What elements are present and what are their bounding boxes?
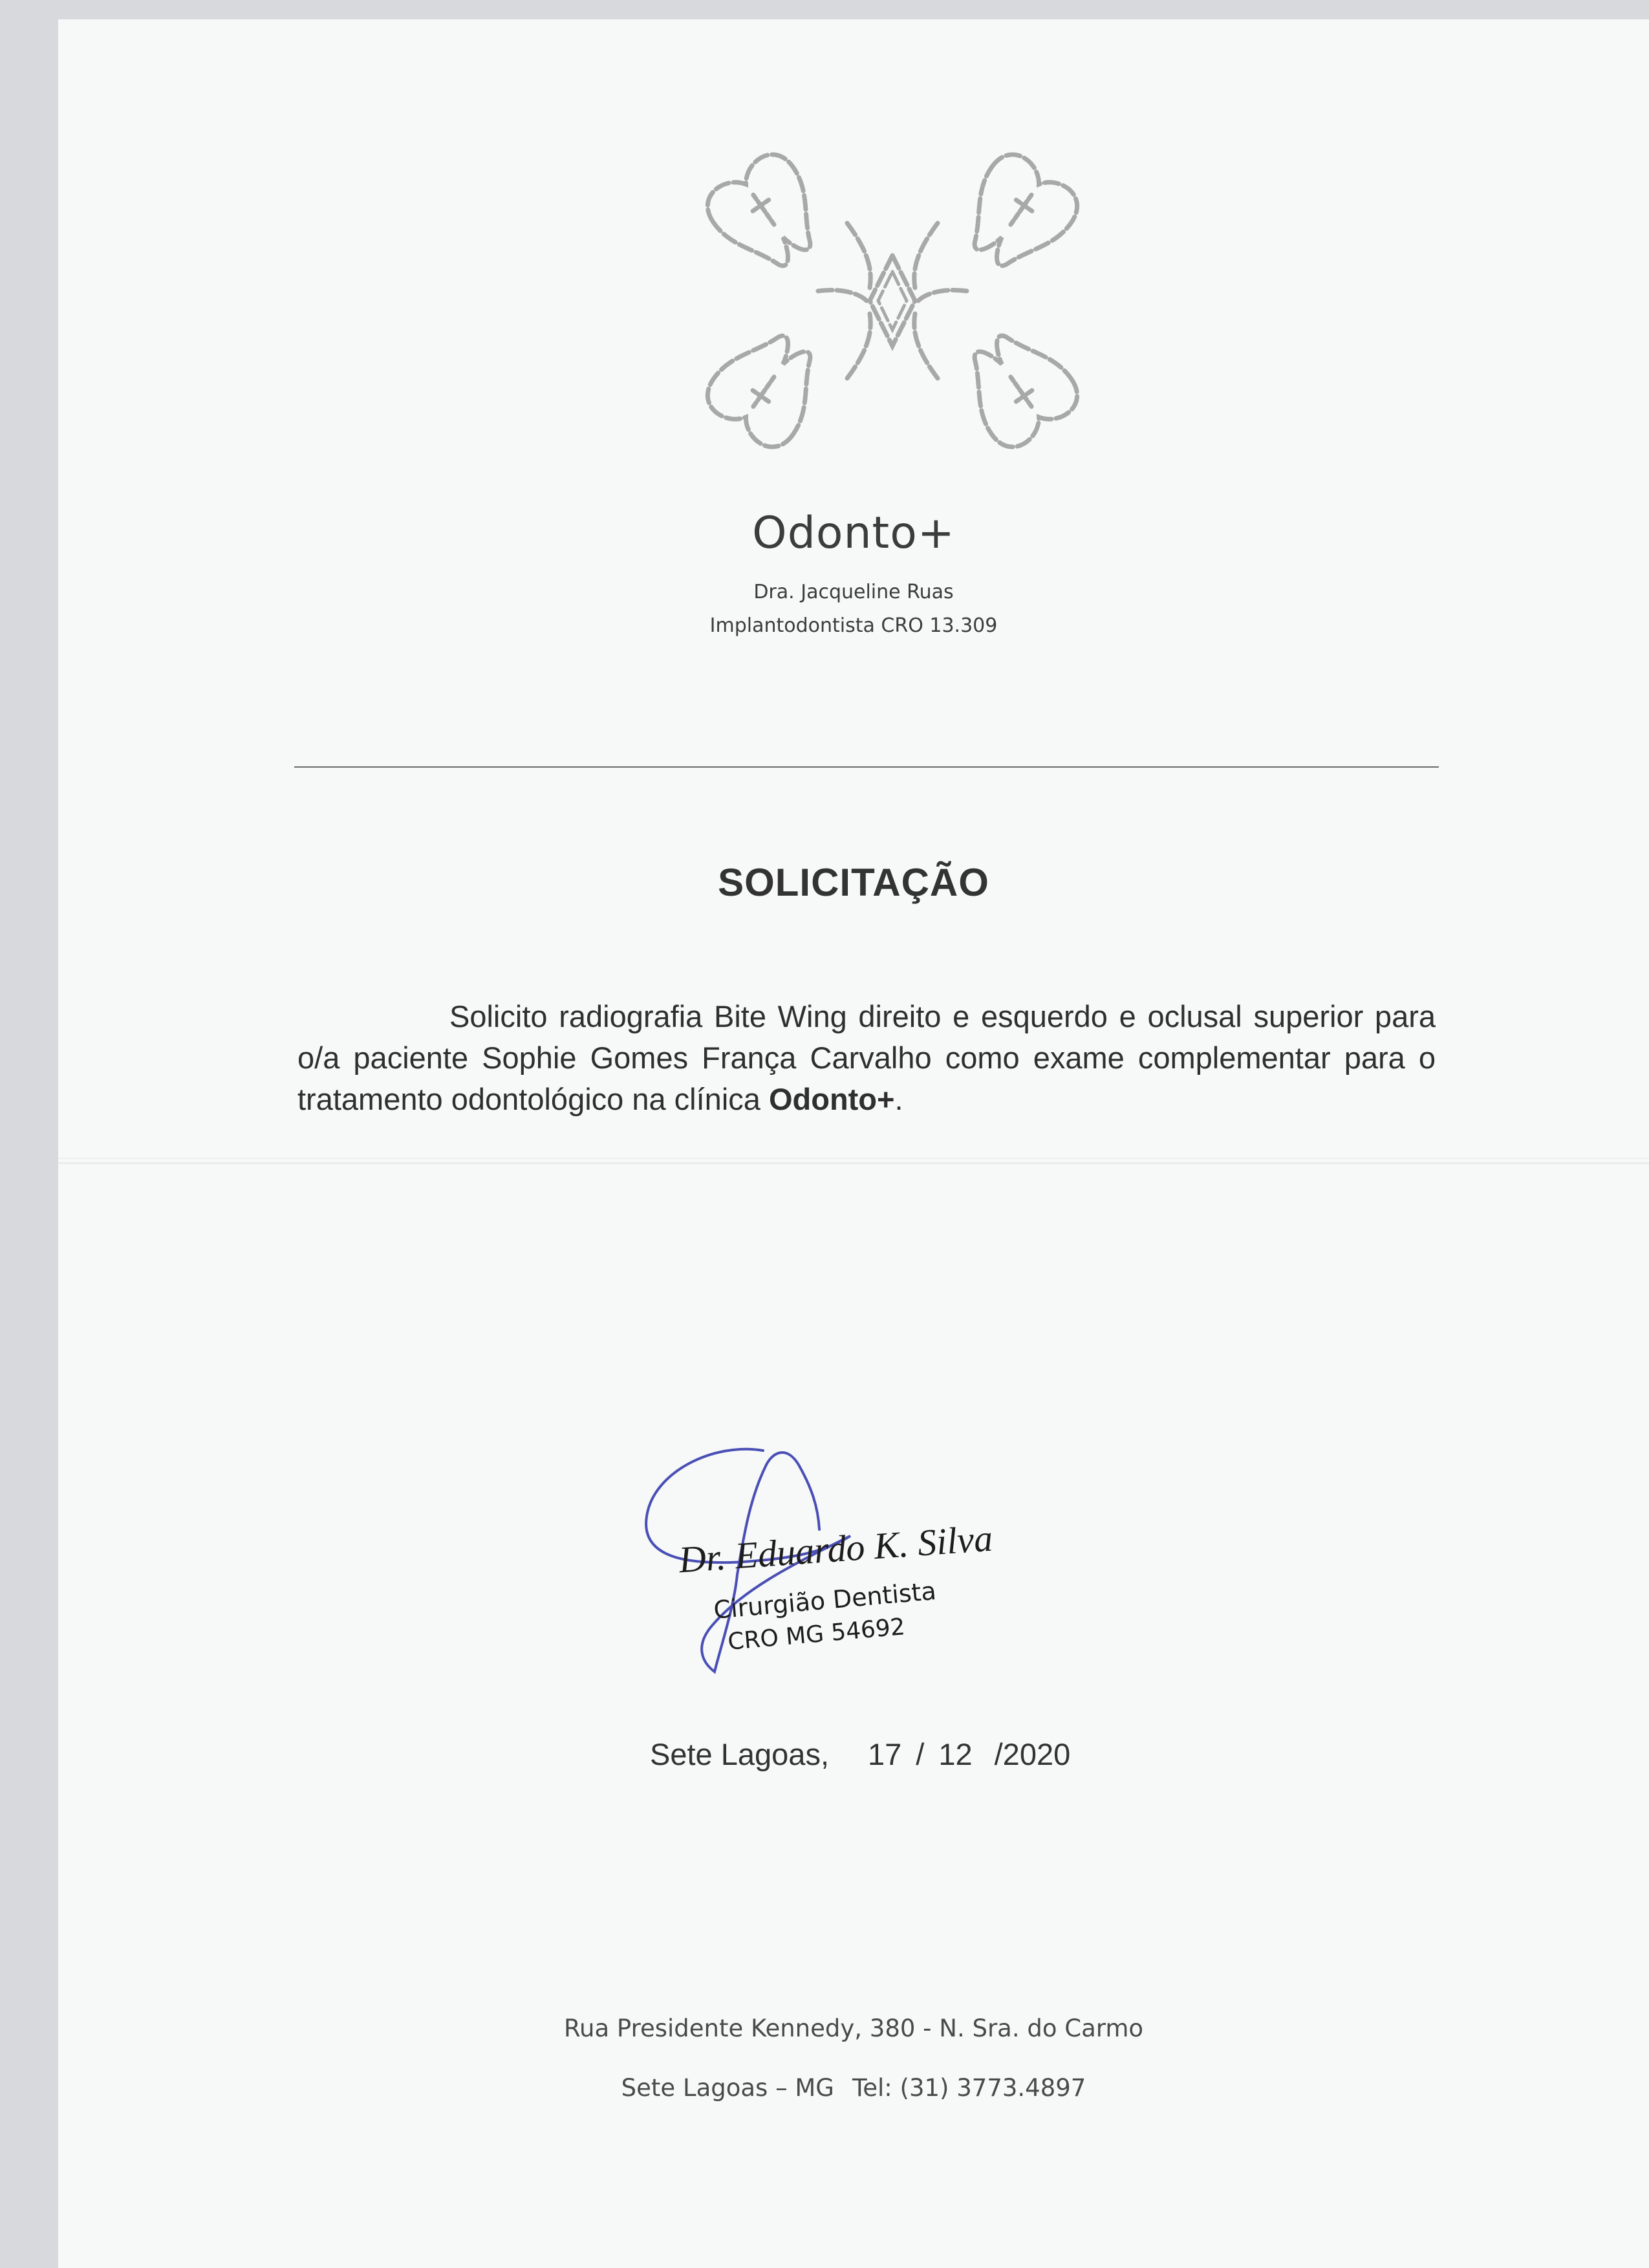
tooth-logo-icon xyxy=(689,133,1096,469)
date-day: 17 xyxy=(868,1737,902,1771)
date-city: Sete Lagoas, xyxy=(650,1737,829,1771)
stamp-name: Dr. Eduardo K. Silva xyxy=(677,1517,995,1581)
clinic-name: Odonto+ xyxy=(752,508,955,559)
request-text xyxy=(297,996,1436,1120)
doctor-name: Dra. Jacqueline Ruas xyxy=(753,581,954,603)
paper-fold xyxy=(58,1158,1649,1164)
footer-contact xyxy=(58,2074,1649,2102)
request-body: Solicito radiografia Bite Wing direito e esquerdo e oclusal superior para o/a paciente Sophie Gomes França Carvalho como exame complementar para o tratamento odontológico na clínica xyxy=(297,999,1436,1116)
doctor-credentials: Implantodontista CRO 13.309 xyxy=(709,614,998,637)
document-page xyxy=(58,19,1649,2268)
signature-stamp xyxy=(637,1439,1051,1698)
date-year: /2020 xyxy=(994,1737,1071,1771)
stamp-registration: CRO MG 54692 xyxy=(726,1614,907,1656)
signature-date xyxy=(650,1736,1070,1772)
footer-city: Sete Lagoas – MG xyxy=(621,2074,834,2102)
header-divider xyxy=(294,766,1439,768)
document-title: SOLICITAÇÃO xyxy=(718,861,989,904)
date-month: 12 xyxy=(938,1737,973,1771)
request-clinic-name: Odonto+ xyxy=(768,1082,895,1116)
footer-address: Rua Presidente Kennedy, 380 - N. Sra. do Carmo xyxy=(563,2014,1144,2042)
footer-phone: Tel: (31) 3773.4897 xyxy=(852,2074,1086,2102)
stamp-role: Cirurgião Dentista xyxy=(712,1576,938,1625)
date-separator: / xyxy=(916,1737,925,1771)
request-period: . xyxy=(894,1082,903,1116)
